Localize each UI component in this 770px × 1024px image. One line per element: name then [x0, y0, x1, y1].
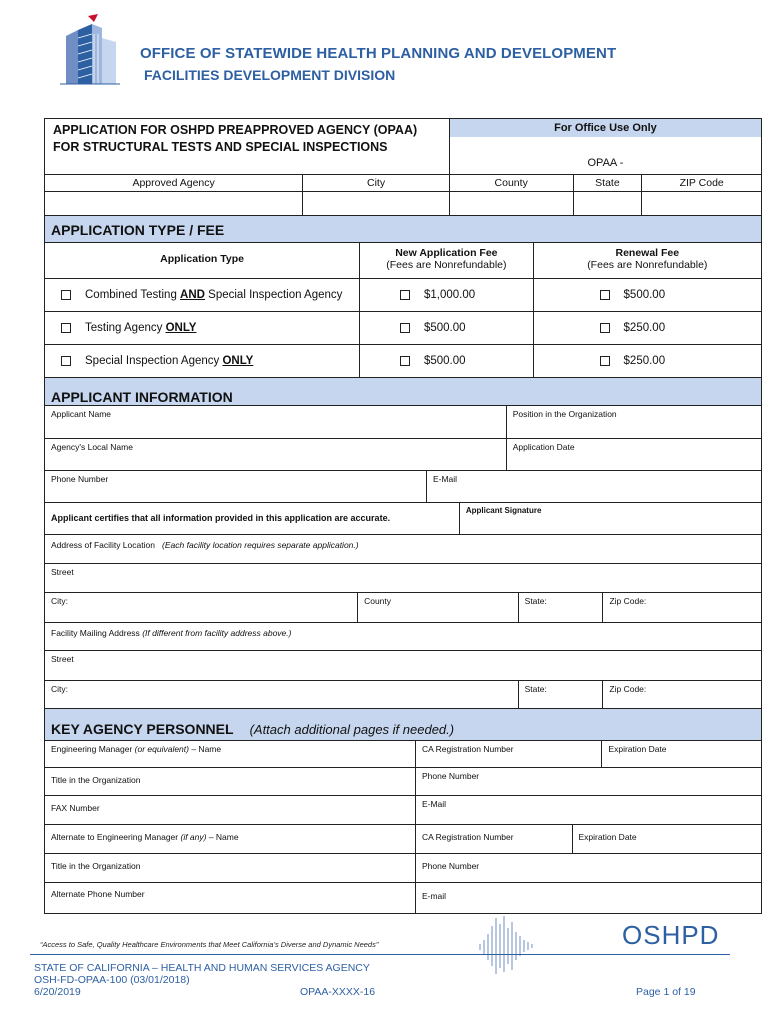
- alt-mgr-row: [45, 825, 761, 854]
- header-line-1: OFFICE OF STATEWIDE HEALTH PLANNING AND DEVELOPMENT: [140, 45, 617, 62]
- email-field[interactable]: E-Mail: [432, 474, 458, 484]
- renewal-fee-special: [534, 345, 761, 378]
- personnel-section-title: [45, 709, 761, 740]
- street-field[interactable]: Street: [51, 567, 74, 577]
- seismic-wave-graphic: [476, 914, 542, 976]
- office-use-box: [450, 119, 761, 174]
- fee-row-testing: [45, 312, 761, 345]
- alt-title-row: [45, 854, 761, 883]
- eng-mgr-row: [45, 741, 761, 768]
- fee-column-header-row: [45, 243, 761, 279]
- eng-email-field[interactable]: E-Mail: [421, 799, 447, 809]
- mailing-city-field[interactable]: City:: [45, 681, 519, 708]
- renewal-fee-amount: $250.00: [623, 322, 666, 334]
- footer-divider: [30, 954, 730, 955]
- alt-ca-registration-field[interactable]: CA Registration Number: [416, 825, 573, 853]
- oshpd-building-logo: [58, 14, 122, 86]
- footer-date: 6/20/2019: [34, 986, 81, 998]
- col-new-fee: [360, 243, 534, 278]
- mailing-street-field[interactable]: Street: [51, 654, 74, 664]
- street-row: [45, 564, 761, 593]
- certify-row: [45, 503, 761, 535]
- form-title-line-1: APPLICATION FOR OSHPD PREAPPROVED AGENCY (OPAA): [53, 123, 418, 137]
- local-name-row: [45, 439, 761, 471]
- eng-phone-field[interactable]: Phone Number: [421, 771, 480, 781]
- approved-agency-field[interactable]: [45, 192, 303, 215]
- eng-title-field[interactable]: Title in the Organization: [45, 768, 416, 795]
- mailing-street-row: [45, 651, 761, 681]
- checkbox-renewal-fee[interactable]: [600, 356, 610, 366]
- fee-type-special: [45, 345, 360, 378]
- col-new-fee-sub: (Fees are Nonrefundable): [386, 259, 507, 271]
- form-title: [45, 119, 450, 174]
- facility-zip-field[interactable]: Zip Code:: [609, 596, 647, 606]
- fee-row-special: [45, 345, 761, 378]
- col-renewal-fee-sub: (Fees are Nonrefundable): [587, 259, 708, 271]
- applicant-name-row: [45, 406, 761, 439]
- facility-address-row: [45, 535, 761, 564]
- mailing-city-row: [45, 681, 761, 709]
- state-field[interactable]: [574, 192, 643, 215]
- header-line-2: FACILITIES DEVELOPMENT DIVISION: [144, 67, 396, 83]
- checkbox-renewal-fee[interactable]: [600, 290, 610, 300]
- footer-page-number: Page 1 of 19: [636, 986, 696, 998]
- footer-opaa-number: OPAA-XXXX-16: [300, 986, 376, 998]
- form-title-line-2: FOR STRUCTURAL TESTS AND SPECIAL INSPECTIONS: [53, 140, 388, 154]
- position-field[interactable]: Position in the Organization: [512, 409, 617, 419]
- checkbox-new-fee[interactable]: [400, 290, 410, 300]
- col-zip: ZIP Code: [679, 177, 724, 189]
- fee-section-title: APPLICATION TYPE / FEE: [45, 216, 761, 242]
- col-renewal-fee-title: Renewal Fee: [615, 247, 680, 259]
- fee-type-testing: [45, 312, 360, 345]
- fee-type-label: Combined Testing AND Special Inspection Agency: [85, 289, 343, 301]
- col-state: State: [574, 175, 643, 191]
- personnel-section-header: [45, 709, 761, 741]
- fee-type-label: Testing Agency ONLY: [85, 322, 197, 334]
- new-fee-special: [360, 345, 534, 378]
- col-city: City: [303, 175, 450, 191]
- renewal-fee-testing: [534, 312, 761, 345]
- applicant-section-title: APPLICANT INFORMATION: [45, 378, 761, 405]
- personnel-note: (Attach additional pages if needed.): [249, 722, 455, 737]
- local-name-field[interactable]: Agency's Local Name: [45, 439, 507, 470]
- new-fee-amount: $500.00: [423, 355, 466, 367]
- agency-header-row: [45, 175, 761, 192]
- facility-address-label: Address of Facility Location (Each facility location requires separate application.): [51, 540, 359, 550]
- facility-state-field[interactable]: State:: [519, 593, 604, 622]
- renewal-fee-combined: [534, 279, 761, 312]
- alt-email-field[interactable]: E-mail: [421, 891, 447, 901]
- fee-section-header: [45, 216, 761, 243]
- certify-statement: Applicant certifies that all information provided in this application are accurate.: [45, 503, 460, 534]
- alt-alternate-phone-field[interactable]: Alternate Phone Number: [45, 883, 416, 913]
- alt-expiration-date-field[interactable]: Expiration Date: [578, 832, 637, 842]
- alt-phone-row: [45, 883, 761, 913]
- alt-mgr-name-field[interactable]: Alternate to Engineering Manager (if any) – Name: [45, 825, 416, 853]
- new-fee-combined: [360, 279, 534, 312]
- city-state-row: [45, 593, 761, 623]
- fee-row-combined: [45, 279, 761, 312]
- fee-type-combined: [45, 279, 360, 312]
- expiration-date-field[interactable]: Expiration Date: [608, 744, 667, 754]
- footer-form-id: OSH-FD-OPAA-100 (03/01/2018): [34, 974, 190, 986]
- renewal-fee-amount: $500.00: [623, 289, 666, 301]
- checkbox-new-fee[interactable]: [400, 323, 410, 333]
- new-fee-testing: [360, 312, 534, 345]
- fax-row: [45, 796, 761, 825]
- fee-type-label: Special Inspection Agency ONLY: [85, 355, 254, 367]
- office-use-label: For Office Use Only: [450, 119, 761, 137]
- alt-phone-field[interactable]: Phone Number: [421, 861, 480, 871]
- eng-mgr-name-field[interactable]: Engineering Manager (or equivalent) – Name: [45, 741, 416, 767]
- facility-county-field[interactable]: County: [358, 593, 519, 622]
- checkbox-testing-type[interactable]: [61, 323, 71, 333]
- ca-registration-field[interactable]: CA Registration Number: [416, 741, 602, 767]
- mailing-address-row: [45, 623, 761, 651]
- mailing-state-field[interactable]: State:: [519, 681, 604, 708]
- mailing-zip-field[interactable]: Zip Code:: [609, 684, 647, 694]
- checkbox-renewal-fee[interactable]: [600, 323, 610, 333]
- applicant-name-field[interactable]: Applicant Name: [45, 406, 507, 438]
- zip-field[interactable]: [642, 192, 761, 215]
- alt-title-field[interactable]: Title in the Organization: [45, 854, 416, 882]
- application-date-field[interactable]: Application Date: [512, 442, 575, 452]
- applicant-section-header: [45, 378, 761, 406]
- mailing-address-label: Facility Mailing Address (If different from facility address above.): [51, 628, 292, 638]
- eng-title-row: [45, 768, 761, 796]
- renewal-fee-amount: $250.00: [623, 355, 666, 367]
- county-field[interactable]: [450, 192, 574, 215]
- phone-field[interactable]: Phone Number: [45, 471, 427, 502]
- footer-agency: STATE OF CALIFORNIA – HEALTH AND HUMAN SERVICES AGENCY: [34, 962, 370, 974]
- application-form: [44, 118, 762, 914]
- city-field[interactable]: [303, 192, 450, 215]
- new-fee-amount: $1,000.00: [423, 289, 476, 301]
- title-row: [45, 119, 761, 175]
- col-county: County: [450, 175, 574, 191]
- col-renewal-fee: [534, 243, 761, 278]
- checkbox-new-fee[interactable]: [400, 356, 410, 366]
- fax-field[interactable]: FAX Number: [45, 796, 416, 824]
- personnel-title: KEY AGENCY PERSONNEL: [51, 721, 234, 737]
- col-new-fee-title: New Application Fee: [395, 247, 498, 259]
- facility-city-field[interactable]: City:: [45, 593, 358, 622]
- checkbox-special-type[interactable]: [61, 356, 71, 366]
- signature-field[interactable]: Applicant Signature: [465, 506, 542, 515]
- col-application-type: Application Type: [45, 243, 360, 278]
- phone-row: [45, 471, 761, 503]
- checkbox-combined-type[interactable]: [61, 290, 71, 300]
- oshpd-logo-text: OSHPD: [622, 920, 720, 950]
- footer-quote: “Access to Safe, Quality Healthcare Environments that Meet California’s Diverse and Dynamic Needs”: [40, 940, 379, 949]
- new-fee-amount: $500.00: [423, 322, 466, 334]
- agency-value-row: [45, 192, 761, 216]
- opaa-code-label: OPAA -: [587, 157, 624, 169]
- col-approved-agency: Approved Agency: [45, 175, 303, 191]
